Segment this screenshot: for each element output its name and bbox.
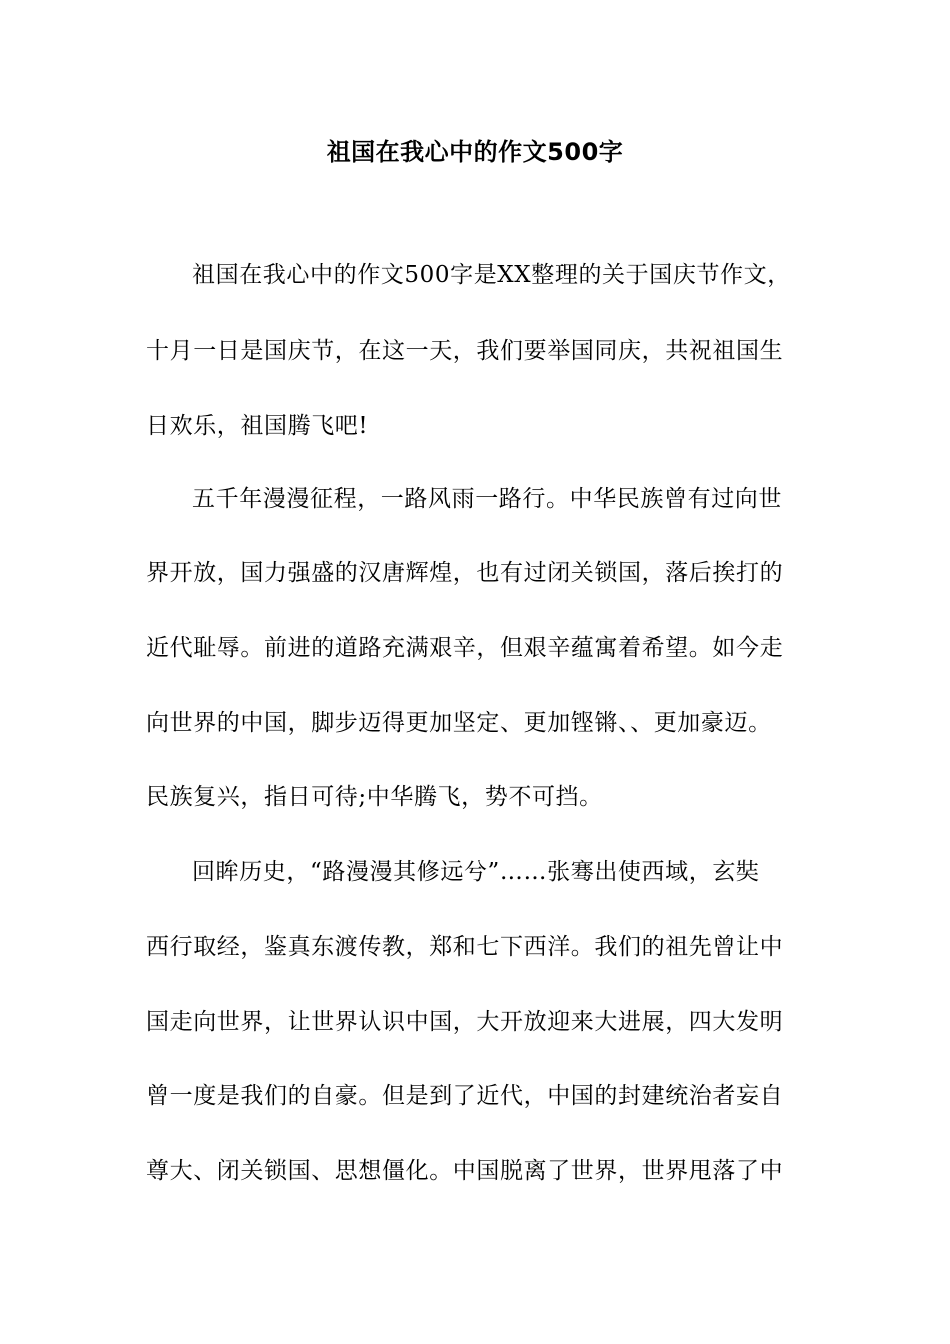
paragraph-2-line-3: 近代耻辱。前进的道路充满艰辛，但艰辛蕴寓着希望。如今走 (146, 635, 784, 661)
paragraph-2-line-4: 向世界的中国，脚步迈得更加坚定、更加铿锵、、更加豪迈。 (146, 710, 772, 736)
paragraph-2-line-5: 民族复兴，指日可待;中华腾飞，势不可挡。 (146, 784, 603, 810)
paragraph-3-line-4: 曾一度是我们的自豪。但是到了近代，中国的封建统治者妄自 (146, 1083, 784, 1109)
paragraph-3-line-2: 西行取经，鉴真东渡传教，郑和七下西洋。我们的祖先曾让中 (146, 934, 784, 960)
paragraph-2-line-1: 五千年漫漫征程，一路风雨一路行。中华民族曾有过向世 (192, 486, 782, 512)
paragraph-2-line-2: 界开放，国力强盛的汉唐辉煌，也有过闭关锁国，落后挨打的 (146, 560, 784, 586)
document-title: 祖国在我心中的作文500字 (326, 138, 624, 166)
paragraph-3-line-5: 尊大、闭关锁国、思想僵化。中国脱离了世界，世界甩落了中 (146, 1158, 784, 1184)
paragraph-1-line-1: 祖国在我心中的作文500字是XX整理的关于国庆节作文， (192, 262, 791, 288)
paragraph-3-line-1: 回眸历史，“路漫漫其修远兮”……张骞出使西域，玄奘 (192, 859, 760, 885)
paragraph-1-line-3: 日欢乐，祖国腾飞吧! (146, 413, 369, 439)
paragraph-1-line-2: 十月一日是国庆节，在这一天，我们要举国同庆，共祝祖国生 (146, 338, 784, 364)
paragraph-3-line-3: 国走向世界，让世界认识中国，大开放迎来大进展，四大发明 (146, 1009, 784, 1035)
